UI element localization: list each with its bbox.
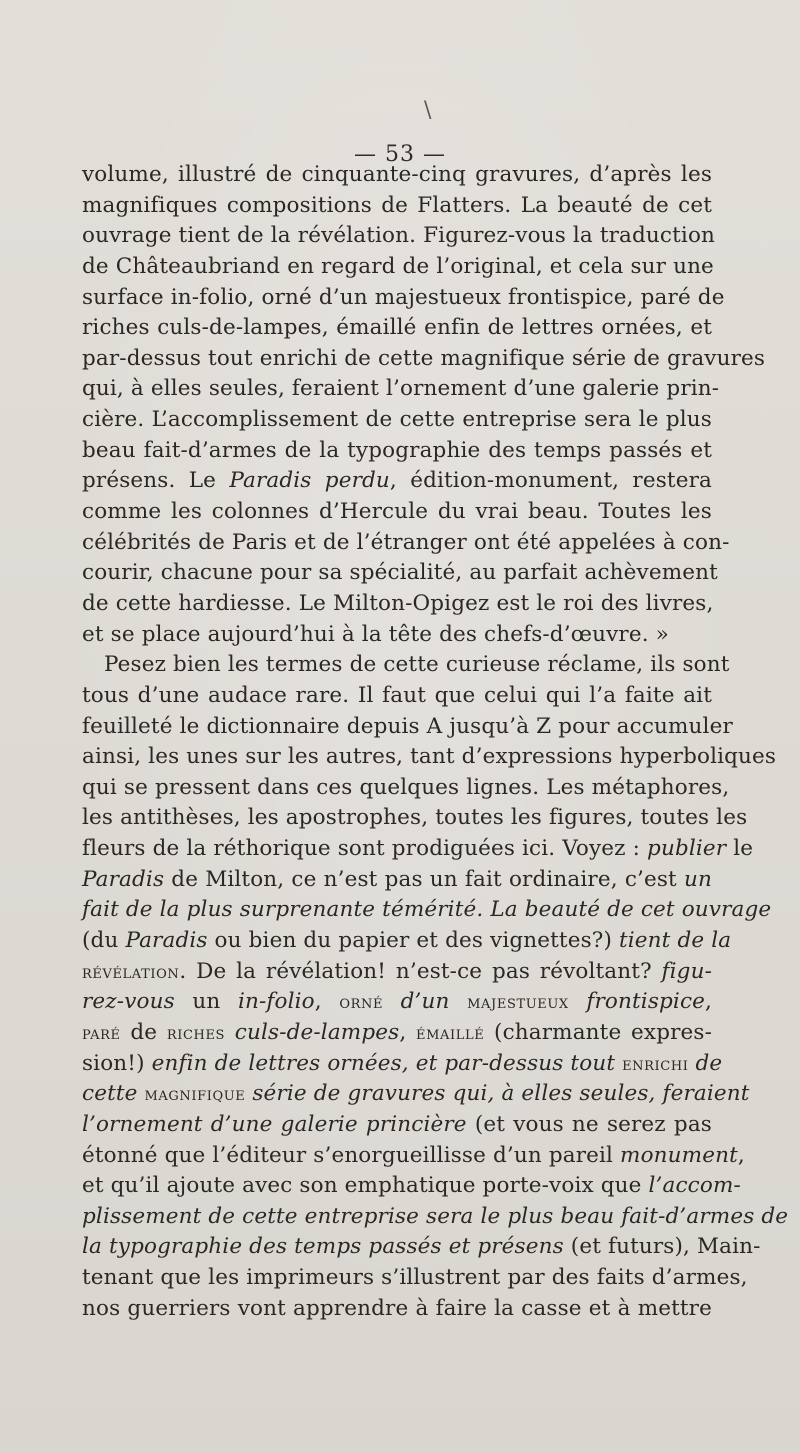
italic-text: Paradis perdu <box>229 468 390 494</box>
text-line <box>82 528 730 559</box>
text-segment: riches culs-de-lampes, émaillé enfin de lettres ornées, et <box>82 315 712 341</box>
text-segment: célébrités de Paris et de l’étranger ont été appelées à con- <box>82 529 730 555</box>
text-line <box>82 1018 712 1049</box>
text-segment: sion!) <box>82 1050 152 1076</box>
italic-text: série de gravures qui, à elles seules, feraient <box>252 1081 750 1107</box>
text-line <box>82 1202 789 1233</box>
italic-text: tient de la <box>618 928 732 954</box>
text-line <box>82 803 748 834</box>
text-line <box>82 1079 750 1110</box>
text-segment: présens. Le <box>82 468 230 494</box>
text-segment: , <box>737 1142 745 1168</box>
text-segment: surface in-folio, orné d’un majestueux frontispice, paré de <box>82 284 725 310</box>
text-line <box>82 405 712 436</box>
text-segment: . De la révélation! n’est-ce pas révoltant? <box>179 958 662 984</box>
text-segment: magnifiques compositions de Flatters. La beauté de cet <box>82 192 712 218</box>
text-line <box>82 895 772 926</box>
text-segment: et se place aujourd’hui à la tête des chefs-d’œuvre. » <box>82 621 669 647</box>
text-line <box>82 773 730 804</box>
text-line <box>82 221 716 252</box>
text-line <box>82 313 712 344</box>
text-line <box>82 1049 723 1080</box>
small-caps-text: émaillé <box>416 1022 485 1044</box>
text-line <box>82 191 712 222</box>
text-line <box>82 834 754 865</box>
text-segment: nos guerriers vont apprendre à faire la casse et à mettre <box>82 1295 712 1321</box>
small-caps-text: orné <box>339 992 384 1014</box>
text-line <box>82 160 712 191</box>
text-line <box>82 742 777 773</box>
text-segment: le <box>726 836 754 862</box>
page-number: — 53 — <box>354 142 446 167</box>
italic-text: Paradis <box>125 928 208 954</box>
text-segment: , <box>705 989 712 1015</box>
text-line <box>82 283 725 314</box>
text-line <box>82 1171 741 1202</box>
italic-text: rez-vous <box>82 989 175 1015</box>
text-line <box>82 650 730 681</box>
italic-text: cette <box>82 1081 138 1107</box>
text-segment: feuilleté le dictionnaire depuis A jusqu’à Z pour accumuler <box>82 713 733 739</box>
text-line <box>82 712 733 743</box>
small-caps-text: enrichi <box>622 1053 689 1075</box>
text-line <box>82 374 720 405</box>
text-segment: de Milton, ce n’est pas un fait ordinaire, c’est <box>164 866 684 892</box>
text-segment: de cette hardiesse. Le Milton-Opigez est le roi des livres, <box>82 590 714 616</box>
body-text <box>82 160 789 1324</box>
italic-text: enfin de lettres ornées, et par-dessus tout <box>151 1050 616 1076</box>
text-segment: (et futurs), Main- <box>563 1234 761 1260</box>
text-line <box>82 436 712 467</box>
text-segment <box>569 989 587 1014</box>
italic-text: figu- <box>661 958 712 984</box>
italic-text: culs-de-lampes <box>234 1019 400 1045</box>
text-segment: fleurs de la réthorique sont prodiguées ici. Voyez : <box>82 836 648 862</box>
text-segment <box>689 1051 696 1076</box>
text-segment: étonné que l’éditeur s’enorgueillisse d’un pareil <box>82 1142 621 1168</box>
text-line <box>82 957 712 988</box>
text-line <box>82 1294 712 1325</box>
small-caps-text: paré <box>82 1022 121 1044</box>
text-line <box>82 620 712 651</box>
italic-text: la typographie des temps passés et présens <box>82 1234 564 1260</box>
text-segment: qui se pressent dans ces quelques lignes. Les métaphores, <box>82 774 730 800</box>
text-segment: , <box>314 989 340 1015</box>
text-segment: cière. L’accomplissement de cette entreprise sera le plus <box>82 407 712 433</box>
text-segment: comme les colonnes d’Hercule du vrai beau. Toutes les <box>82 499 712 525</box>
text-segment: (charmante expres- <box>484 1019 713 1045</box>
text-line <box>82 987 712 1018</box>
text-line <box>82 865 712 896</box>
italic-text: l’accom- <box>648 1173 741 1199</box>
text-segment: Pesez bien les termes de cette curieuse réclame, ils sont <box>104 652 730 678</box>
text-segment <box>138 1081 145 1106</box>
small-caps-text: riches <box>166 1022 226 1044</box>
text-segment: (du <box>82 928 126 954</box>
text-line <box>82 497 712 528</box>
text-segment: ouvrage tient de la révélation. Figurez-vous la traduction <box>82 223 716 249</box>
text-line <box>82 558 718 589</box>
text-segment: , édition-monument, restera <box>389 468 712 494</box>
text-segment: et qu’il ajoute avec son emphatique porte-voix que <box>82 1173 649 1199</box>
italic-text: un <box>684 866 712 892</box>
text-segment <box>450 989 468 1014</box>
italic-text: Paradis <box>82 866 165 892</box>
italic-text: l’ornement d’une galerie princière <box>82 1111 467 1137</box>
small-caps-text: majestueux <box>467 992 569 1014</box>
text-segment: tous d’une audace rare. Il faut que celui qui l’a faite ait <box>82 682 712 708</box>
text-segment <box>225 1020 235 1045</box>
text-segment: (et vous ne serez pas <box>466 1111 712 1137</box>
italic-text: monument <box>620 1142 738 1168</box>
text-line <box>82 1141 745 1172</box>
italic-text: plissement de cette entreprise sera le plus beau fait-d’armes de <box>82 1203 789 1229</box>
text-line <box>82 344 766 375</box>
italic-text: de <box>695 1050 723 1076</box>
text-segment: les antithèses, les apostrophes, toutes les figures, toutes les <box>82 805 748 831</box>
text-line <box>82 252 712 283</box>
text-segment <box>383 989 401 1014</box>
text-segment: beau fait-d’armes de la typographie des temps passés et <box>82 437 712 463</box>
text-line <box>82 681 712 712</box>
italic-text: publier <box>647 836 727 862</box>
text-segment: un <box>174 989 238 1015</box>
text-line <box>82 466 712 497</box>
text-line <box>82 1263 748 1294</box>
text-segment: ou bien du papier et des vignettes?) <box>207 928 619 954</box>
text-line <box>82 1110 712 1141</box>
small-caps-text: magnifique <box>144 1084 246 1106</box>
text-segment: , <box>399 1019 417 1045</box>
italic-text: in-folio <box>237 989 315 1015</box>
italic-text: fait de la plus surprenante témérité. La beauté de cet ouvrage <box>82 897 772 923</box>
text-segment: par-dessus tout enrichi de cette magnifique série de gravures <box>82 345 766 371</box>
italic-text: d’un <box>400 989 450 1015</box>
text-line <box>82 1232 761 1263</box>
text-segment: volume, illustré de cinquante-cinq gravures, d’après les <box>82 162 712 187</box>
text-segment: de <box>120 1019 167 1045</box>
text-segment: tenant que les imprimeurs s’illustrent par des faits d’armes, <box>82 1265 748 1291</box>
stray-mark: \ <box>424 98 432 123</box>
text-line <box>82 926 732 957</box>
text-segment: qui, à elles seules, feraient l’ornement d’une galerie prin- <box>82 376 720 402</box>
italic-text: frontispice <box>586 989 706 1015</box>
text-segment: ainsi, les unes sur les autres, tant d’expressions hyperboliques <box>82 744 777 770</box>
small-caps-text: révélation <box>82 961 180 983</box>
text-line <box>82 589 712 620</box>
text-segment: de Châteaubriand en regard de l’original, et cela sur une <box>82 253 714 279</box>
text-segment: courir, chacune pour sa spécialité, au parfait achèvement <box>82 560 718 586</box>
